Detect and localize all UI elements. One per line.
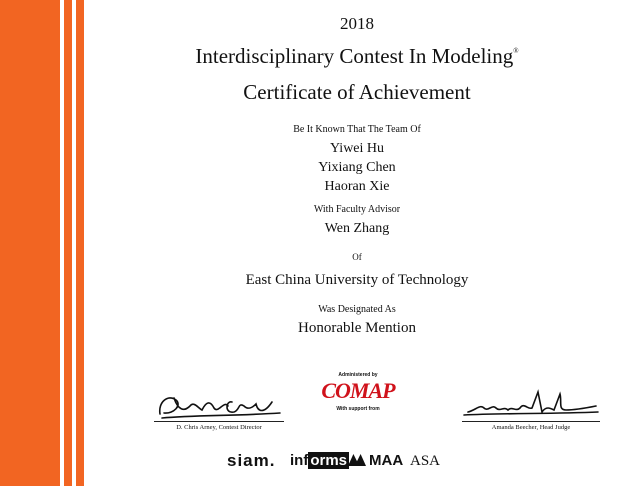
- team-member-name: Yiwei Hu: [329, 141, 385, 156]
- institution-name: East China University of Technology: [245, 272, 469, 288]
- comap-logo-block: [318, 372, 398, 412]
- of-text: Of: [352, 252, 362, 262]
- asa-logo: ASA: [410, 453, 441, 469]
- stripe-line: [84, 0, 88, 486]
- informs-logo: [290, 450, 349, 472]
- comap-logo: COMAP: [321, 378, 395, 403]
- with-advisor-text: With Faculty Advisor: [313, 204, 401, 215]
- signature-line: [462, 421, 600, 422]
- director-signature-block: [154, 388, 284, 431]
- designated-as-text: Was Designated As: [318, 304, 396, 315]
- decorative-border-stripes: [0, 0, 90, 486]
- registered-mark: ®: [513, 47, 519, 55]
- award-designation: Honorable Mention: [298, 320, 416, 336]
- sponsor-logos: [92, 450, 622, 474]
- team-member-name: Yixiang Chen: [318, 160, 396, 175]
- certificate: [92, 0, 622, 486]
- be-it-known-text: Be It Known That The Team Of: [293, 124, 421, 135]
- informs-boxed: orms: [310, 452, 348, 469]
- stripe-line: [76, 0, 84, 486]
- judge-signature-image: [462, 388, 600, 420]
- stripe-line: [64, 0, 72, 486]
- certificate-title: Certificate of Achievement: [243, 80, 471, 104]
- siam-logo: siam.: [227, 451, 276, 470]
- certificate-year: 2018: [340, 14, 374, 33]
- contest-name-text: Interdisciplinary Contest In Modeling: [195, 44, 514, 68]
- contest-name: [92, 44, 622, 69]
- with-support-text: With support from: [336, 406, 380, 412]
- director-signature-image: [154, 388, 284, 420]
- stripe-band: [0, 0, 60, 486]
- judge-caption: Amanda Beecher, Head Judge: [491, 424, 571, 431]
- team-member-name: Haoran Xie: [324, 179, 390, 194]
- maa-logo: [348, 450, 403, 472]
- director-caption: D. Chris Arney, Contest Director: [176, 424, 262, 431]
- informs-prefix: inf: [290, 452, 309, 469]
- maa-text: MAA: [369, 452, 404, 469]
- maa-mark-icon: [348, 454, 366, 466]
- administered-by-text: Administered by: [338, 372, 378, 378]
- advisor-name: Wen Zhang: [324, 221, 390, 236]
- signature-line: [154, 421, 284, 422]
- judge-signature-block: [462, 388, 600, 431]
